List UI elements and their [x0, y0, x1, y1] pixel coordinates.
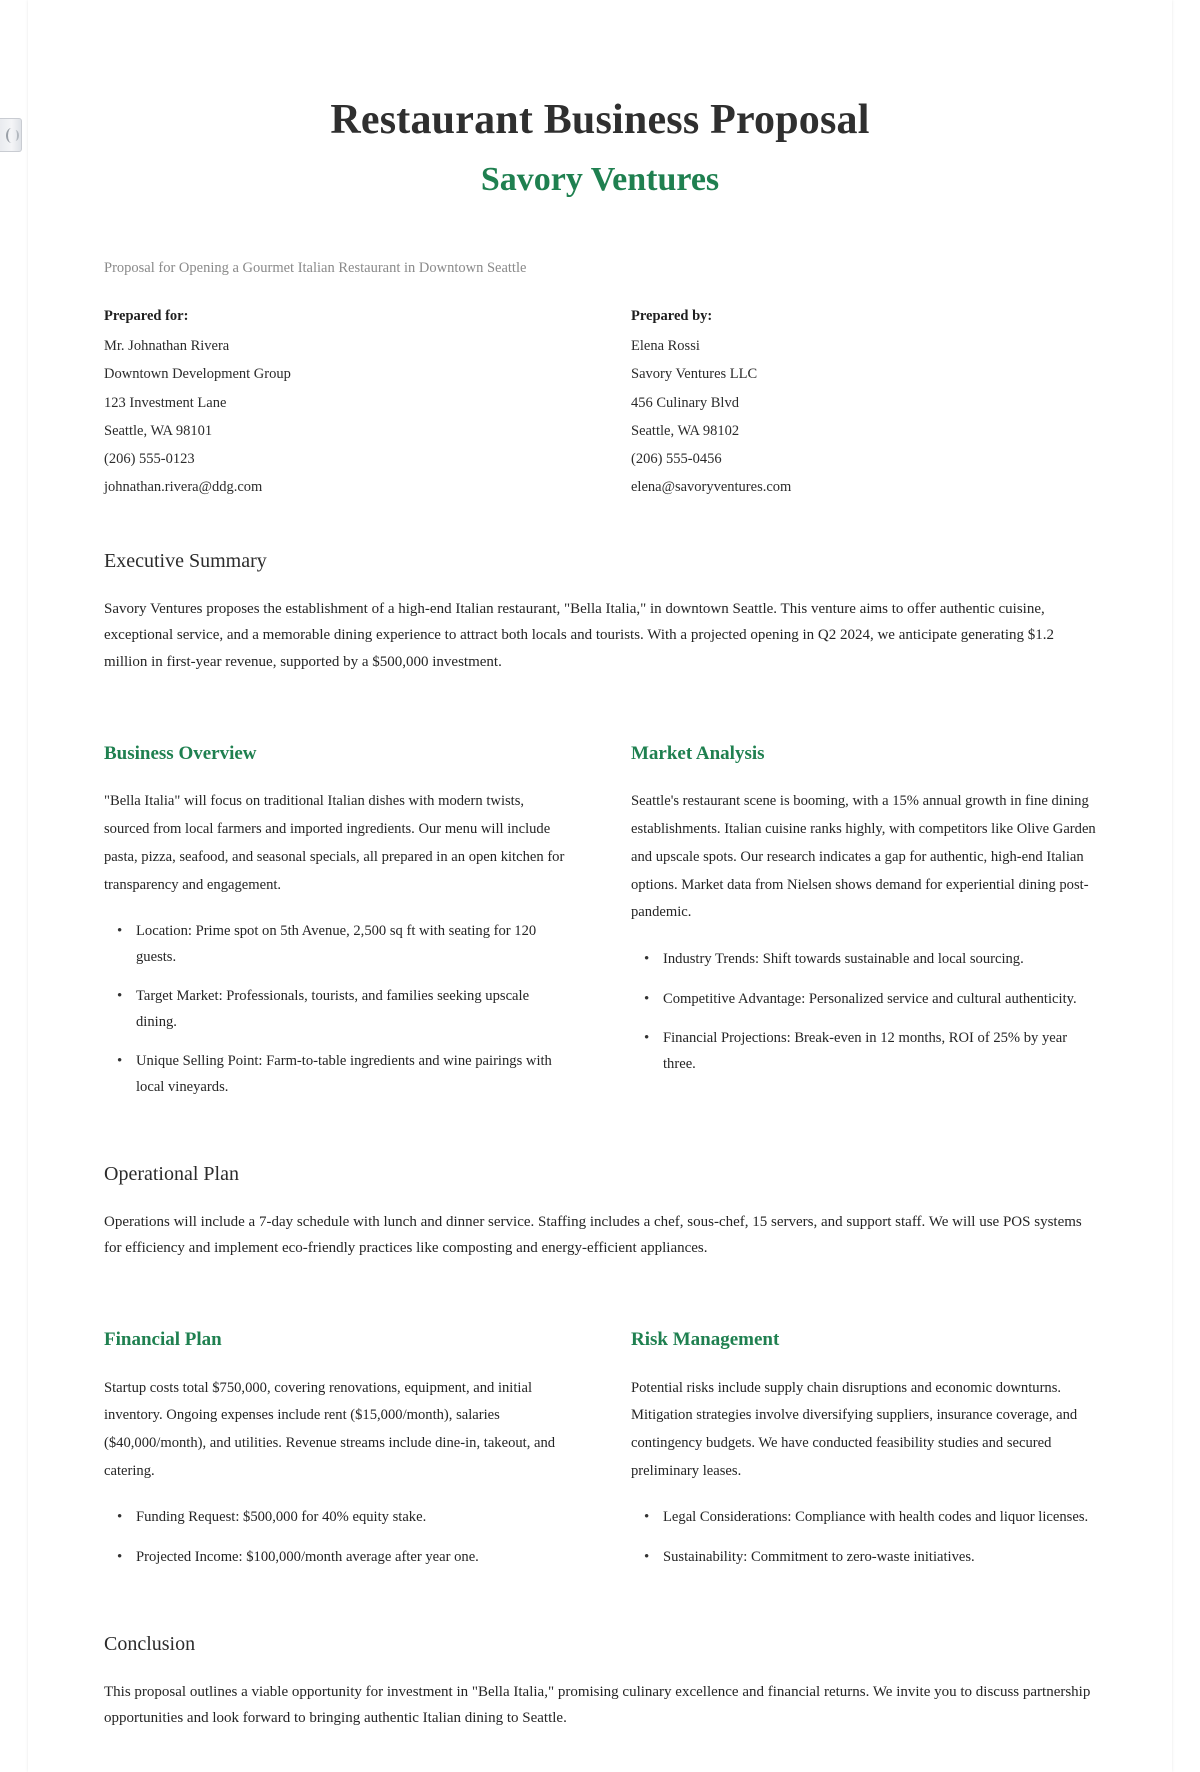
prepared-by-phone: (206) 555-0456: [631, 451, 722, 468]
prepared-by-heading: Prepared by:: [631, 307, 713, 324]
business-overview-heading: Business Overview: [104, 742, 257, 764]
business-overview-body: "Bella Italia" will focus on traditional Italian dishes with modern twists, sourced from local farmers and imported ingredients. Our menu will include pasta, pizza, seafood, and seasonal specials, all prepared in an open kitchen for transparency and engagement.: [104, 793, 565, 893]
scrollbar-grip-icon: [6, 128, 17, 143]
risk-management-block: [631, 1328, 1096, 1585]
prepared-by-organization: Savory Ventures LLC: [631, 366, 758, 383]
prepared-by-name: Elena Rossi: [631, 338, 700, 355]
contact-row: [104, 305, 1096, 502]
prepared-for-street: 123 Investment Lane: [104, 394, 227, 411]
list-item: • Target Market: Professionals, tourists, and families seeking upscale dining.: [134, 984, 569, 1035]
financial-plan-block: [104, 1328, 569, 1585]
market-analysis-heading: Market Analysis: [631, 742, 765, 764]
market-analysis-block: [631, 742, 1096, 1115]
executive-summary-heading: Executive Summary: [104, 549, 267, 572]
risk-management-body: Potential risks include supply chain disruptions and economic downturns. Mitigation strategies involve diversifying suppliers, insurance coverage, and contingency budgets. We have conducted feasibility studies and secured preliminary leases.: [631, 1379, 1078, 1479]
list-item: • Location: Prime spot on 5th Avenue, 2,500 sq ft with seating for 120 guests.: [134, 919, 569, 970]
operational-plan-body: Operations will include a 7-day schedule with lunch and dinner service. Staffing includes a chef, sous-chef, 15 servers, and support staff. We will use POS systems for efficiency and implement eco-friendly practices like composting and energy-efficient appliances.: [104, 1213, 1082, 1257]
financial-risk-row: [104, 1328, 1096, 1585]
market-analysis-bullets: [631, 947, 1096, 1077]
prepared-for-name: Mr. Johnathan Rivera: [104, 338, 230, 355]
business-overview-bullets: [104, 919, 569, 1100]
page-title: Restaurant Business Proposal: [330, 97, 870, 143]
list-item: • Competitive Advantage: Personalized service and cultural authenticity.: [661, 987, 1096, 1013]
prepared-for-heading: Prepared for:: [104, 307, 189, 324]
scrollbar-handle-artifact[interactable]: [0, 118, 22, 152]
list-item: • Sustainability: Commitment to zero-waste initiatives.: [661, 1545, 1096, 1571]
list-item: • Unique Selling Point: Farm-to-table ingredients and wine pairings with local vineyards.: [134, 1049, 569, 1100]
financial-plan-body: Startup costs total $750,000, covering renovations, equipment, and initial inventory. Ongoing expenses include rent ($15,000/month), salaries ($40,000/month), and utilities. Revenue streams include dine-in, takeout, and catering.: [104, 1379, 556, 1479]
prepared-for-email: johnathan.rivera@ddg.com: [104, 479, 263, 496]
document-content: [28, 0, 1172, 1772]
executive-summary-body: Savory Ventures proposes the establishment of a high-end Italian restaurant, "Bella Italia," in downtown Seattle. This venture aims to offer authentic cuisine, exceptional service, and a memorable dining experience to attract both locals and tourists. With a projected opening in Q2 2024, we anticipate generating $1.2 million in first-year revenue, supported by a $500,000 investment.: [104, 600, 1055, 671]
financial-plan-bullets: [104, 1505, 569, 1570]
list-item: • Projected Income: $100,000/month average after year one.: [134, 1545, 569, 1571]
prepared-by-email: elena@savoryventures.com: [631, 479, 792, 496]
document-tagline: Proposal for Opening a Gourmet Italian Restaurant in Downtown Seattle: [104, 260, 527, 277]
market-analysis-body: Seattle's restaurant scene is booming, with a 15% annual growth in fine dining establishments. Italian cuisine ranks highly, with competitors like Olive Garden and upscale spots. Our research indicates a gap for authentic, high-end Italian options. Market data from Nielsen shows demand for experiential dining post-pandemic.: [631, 793, 1096, 921]
prepared-by-city: Seattle, WA 98102: [631, 422, 740, 439]
list-item: • Funding Request: $500,000 for 40% equity stake.: [134, 1505, 569, 1531]
prepared-for-organization: Downtown Development Group: [104, 366, 291, 383]
list-item: • Industry Trends: Shift towards sustainable and local sourcing.: [661, 947, 1096, 973]
prepared-by-block: [631, 305, 1096, 502]
financial-plan-heading: Financial Plan: [104, 1328, 222, 1350]
prepared-for-phone: (206) 555-0123: [104, 451, 195, 468]
document-page: [28, 0, 1172, 1772]
risk-management-bullets: [631, 1505, 1096, 1570]
overview-analysis-row: [104, 742, 1096, 1115]
prepared-for-block: [104, 305, 569, 502]
list-item: • Legal Considerations: Compliance with health codes and liquor licenses.: [661, 1505, 1096, 1531]
company-name-heading: Savory Ventures: [480, 160, 720, 198]
business-overview-block: [104, 742, 569, 1115]
risk-management-heading: Risk Management: [631, 1328, 780, 1350]
prepared-by-street: 456 Culinary Blvd: [631, 394, 739, 411]
list-item: • Financial Projections: Break-even in 12 months, ROI of 25% by year three.: [661, 1026, 1096, 1077]
prepared-for-city: Seattle, WA 98101: [104, 422, 213, 439]
operational-plan-heading: Operational Plan: [104, 1162, 239, 1185]
conclusion-heading: Conclusion: [104, 1632, 196, 1655]
conclusion-body: This proposal outlines a viable opportunity for investment in "Bella Italia," promising culinary excellence and financial returns. We invite you to discuss partnership opportunities and look forward to bringing authentic Italian dining to Seattle.: [104, 1683, 1091, 1727]
